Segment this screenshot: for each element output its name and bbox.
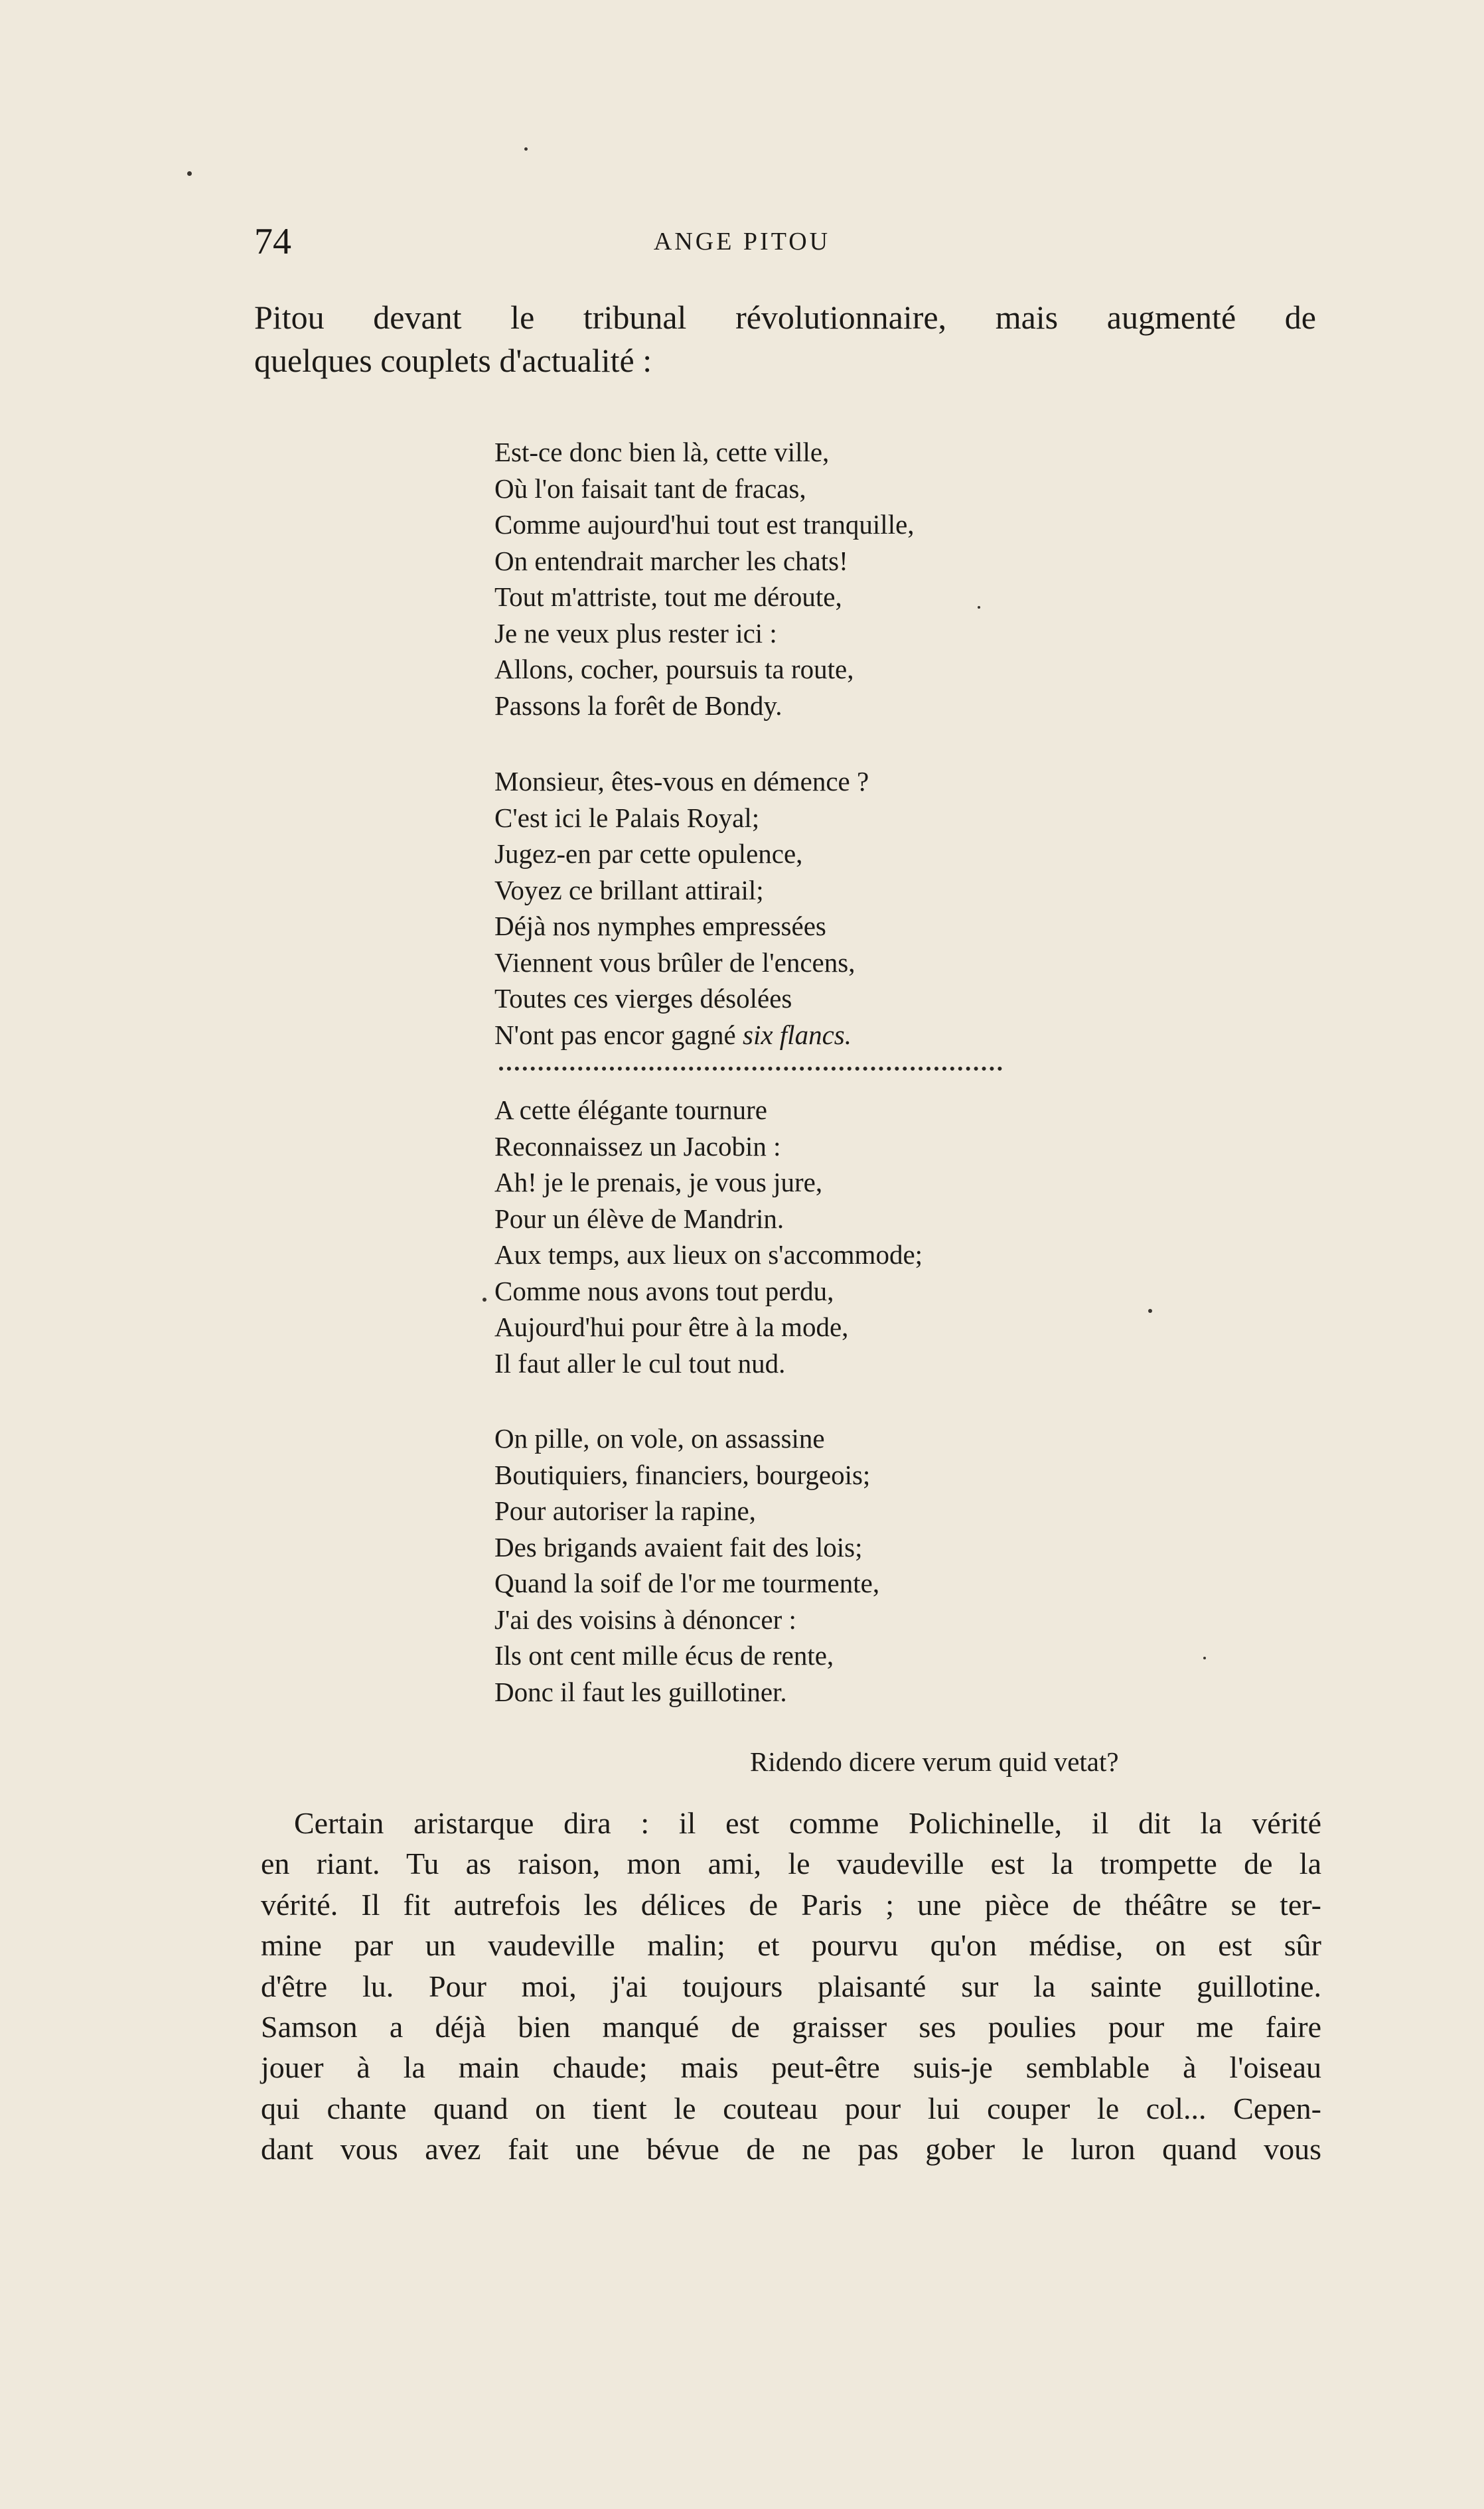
prose-line: mine par un vaudeville malin; et pourvu qu'on médise, on est sûr	[261, 1928, 1321, 1963]
verse-line: Donc il faut les guillotiner.	[494, 1676, 787, 1707]
dotted-separator	[499, 1067, 1002, 1071]
verse-line: C'est ici le Palais Royal;	[494, 802, 760, 833]
paper-speck	[1203, 1657, 1206, 1659]
prose-line: d'être lu. Pour moi, j'ai toujours plaisanté sur la sainte guillotine.	[261, 1969, 1321, 2003]
page-number: 74	[254, 221, 291, 262]
verse-line: Allons, cocher, poursuis ta route,	[494, 654, 854, 684]
verse-line: On entendrait marcher les chats!	[494, 545, 848, 576]
poem-stanza-2	[494, 763, 1092, 1053]
italic-phrase: six flancs.	[743, 1019, 852, 1050]
verse-line: J'ai des voisins à dénoncer :	[494, 1604, 796, 1635]
prose-line: dant vous avez fait une bévue de ne pas gober le luron quand vous	[261, 2132, 1321, 2167]
verse-line	[494, 1017, 1092, 1053]
verse-line: Est-ce donc bien là, cette ville,	[494, 437, 830, 467]
verse-line: Tout m'attriste, tout me déroute,	[494, 581, 842, 612]
verse-line: A cette élégante tournure	[494, 1095, 767, 1125]
paper-speck	[1148, 1309, 1152, 1313]
verse-line: Boutiquiers, financiers, bourgeois;	[494, 1459, 871, 1490]
verse-line: Ah! je le prenais, je vous jure,	[494, 1167, 823, 1197]
prose-paragraph	[261, 1803, 1321, 2170]
verse-line: Quand la soif de l'or me tourmente,	[494, 1568, 880, 1598]
poem-stanza-1	[494, 434, 1092, 723]
prose-line: en riant. Tu as raison, mon ami, le vaudeville est la trompette de la	[261, 1847, 1321, 1881]
verse-line: Voyez ce brillant attirail;	[494, 874, 764, 905]
paper-speck	[482, 1298, 486, 1302]
verse-line: Je ne veux plus rester ici :	[494, 617, 777, 648]
verse-line: Jugez-en par cette opulence,	[494, 838, 803, 869]
poem-stanza-3	[494, 1092, 1092, 1381]
verse-line: Où l'on faisait tant de fracas,	[494, 473, 806, 504]
verse-line-text: N'ont pas encor gagné	[494, 1019, 743, 1050]
prose-line: jouer à la main chaude; mais peut-être suis-je semblable à l'oiseau	[261, 2050, 1321, 2085]
verse-line: Passons la forêt de Bondy.	[494, 690, 782, 721]
prose-line: qui chante quand on tient le couteau pour lui couper le col... Cepen-	[261, 2091, 1321, 2125]
running-title: ANGE PITOU	[653, 228, 831, 256]
verse-line: Reconnaissez un Jacobin :	[494, 1130, 781, 1162]
intro-paragraph	[254, 296, 1316, 382]
verse-line: Aux temps, aux lieux on s'accommode;	[494, 1239, 923, 1270]
paper-speck	[524, 147, 528, 151]
prose-line: vérité. Il fit autrefois les délices de Paris ; une pièce de théâtre se ter-	[261, 1887, 1321, 1922]
verse-line: Il faut aller le cul tout nud.	[494, 1347, 786, 1379]
prose-line: Samson a déjà bien manqué de graisser ses poulies pour me faire	[261, 2010, 1321, 2044]
paper-speck	[187, 171, 192, 176]
verse-line: Des brigands avaient fait des lois;	[494, 1531, 863, 1562]
verse-line: Pour autoriser la rapine,	[494, 1495, 756, 1526]
prose-line: Certain aristarque dira : il est comme Polichinelle, il dit la vérité	[294, 1806, 1321, 1840]
verse-line: Déjà nos nymphes empressées	[494, 911, 826, 941]
verse-line: Ils ont cent mille écus de rente,	[494, 1640, 834, 1671]
verse-line: Comme aujourd'hui tout est tranquille,	[494, 509, 915, 540]
poem-stanza-4	[494, 1420, 1092, 1710]
intro-line: quelques couplets d'actualité :	[254, 342, 652, 379]
verse-line: Toutes ces vierges désolées	[494, 983, 792, 1014]
paper-speck	[978, 606, 980, 609]
verse-line: Monsieur, êtes-vous en démence ?	[494, 766, 869, 797]
verse-line: Pour un élève de Mandrin.	[494, 1203, 784, 1234]
verse-line: On pille, on vole, on assassine	[494, 1423, 825, 1454]
verse-line: Comme nous avons tout perdu,	[494, 1275, 834, 1306]
verse-line: Aujourd'hui pour être à la mode,	[494, 1312, 849, 1342]
intro-line: Pitou devant le tribunal révolutionnaire, mais augmenté de	[254, 299, 1316, 336]
verse-line: Viennent vous brûler de l'encens,	[494, 947, 855, 978]
latin-epigraph: Ridendo dicere verum quid vetat?	[750, 1746, 1119, 1777]
